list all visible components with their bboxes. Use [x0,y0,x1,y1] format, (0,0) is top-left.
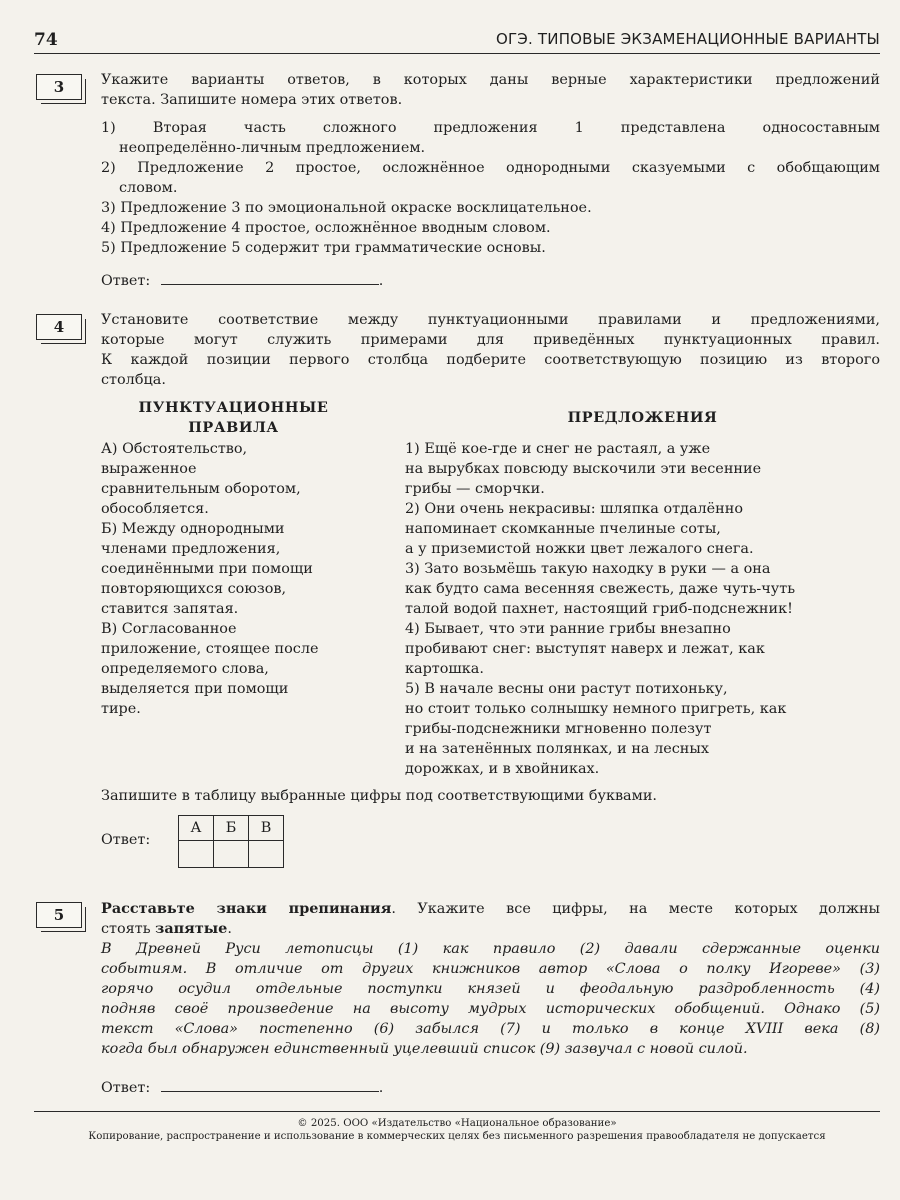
task3-option-2b: словом. [119,180,178,196]
header-divider [34,53,880,54]
footer-notice: Копирование, распространение и использование в коммерческих целях без письменного разрешения правообладателя не допускается [88,1131,826,1142]
task3-answer-label: Ответ: [101,273,151,289]
sentence-line: напоминает скомканные пчелиные соты, [405,521,721,537]
footer-divider [34,1111,880,1112]
answer-table-header-b: Б [214,816,249,841]
rule-line: тире. [101,701,141,717]
sentence-line: картошка. [405,661,484,677]
task5-text-line: когда был обнаружен единственный уцелевший список (9) зазвучал с новой силой. [101,1041,748,1057]
task5-text [101,939,880,1059]
footer-copyright: © 2025. ООО «Издательство «Национальное образование» [297,1118,617,1129]
task3-answer-row: Ответ: . [101,269,880,291]
task5-text-line: В Древней Руси летописцы (1) как правило (2) давали сдержанные оценки [101,941,880,957]
task5-answer-label: Ответ: [101,1080,151,1096]
task3-prompt-line1: Укажите варианты ответов, в которых даны верные характеристики предложений [101,72,880,88]
rules-column-heading: ПУНКТУАЦИОННЫЕ ПРАВИЛА [138,399,329,436]
task4-table-instruction: Запишите в таблицу выбранные цифры под соответствующими буквами. [101,788,657,804]
task3-option-4: 4) Предложение 4 простое, осложнённое вводным словом. [101,220,551,236]
task-number-3: 3 [36,74,82,100]
answer-table [178,815,284,868]
task4-answer-label: Ответ: [101,832,151,848]
sentence-line: 1) Ещё кое-где и снег не растаял, а уже [405,441,711,457]
answer-cell-b[interactable] [214,841,249,868]
sentences-column [405,439,880,779]
rule-line: Б) Между однородными [101,521,285,537]
task3-option-1b: неопределённо-личным предложением. [119,140,426,156]
task5-answer-field[interactable] [161,1076,379,1092]
task3-prompt-line2: текста. Запишите номера этих ответов. [101,92,403,108]
sentence-line: как будто сама весенняя свежесть, даже чуть-чуть [405,581,796,597]
sentence-line: талой водой пахнет, настоящий гриб-подснежник! [405,601,793,617]
task4-prompt-line1: Установите соответствие между пунктуационными правилами и предложениями, [101,312,880,328]
rule-line: повторяющихся союзов, [101,581,287,597]
rule-line: выделяется при помощи [101,681,289,697]
task5-answer-row: Ответ: . [101,1076,880,1098]
sentence-line: и на затенённых полянках, и на лесных [405,741,709,757]
rule-line: определяемого слова, [101,661,269,677]
running-title: ОГЭ. ТИПОВЫЕ ЭКЗАМЕНАЦИОННЫЕ ВАРИАНТЫ [495,30,880,48]
task5-prompt-line2: стоять запятые. [101,920,232,937]
task3-option-2a: 2) Предложение 2 простое, осложнённое однородными сказуемыми с обобщающим [101,160,880,176]
task3-block [101,70,880,291]
rule-line: приложение, стоящее после [101,641,319,657]
answer-table-header-a: А [179,816,214,841]
sentence-line: 3) Зато возьмёшь такую находку в руки — а она [405,561,771,577]
task-number-4: 4 [36,314,82,340]
page-number: 74 [34,30,58,50]
task3-answer-field[interactable] [161,269,379,285]
task5-block [101,899,880,1098]
sentence-line: 4) Бывает, что эти ранние грибы внезапно [405,621,731,637]
task4-prompt-line4: столбца. [101,372,166,388]
task5-text-line: горячо осудил отдельные поступки князей и феодальную раздробленность (4) [101,981,880,997]
rule-line: сравнительным оборотом, [101,481,301,497]
rule-line: обособляется. [101,501,209,517]
task3-option-1a: 1) Вторая часть сложного предложения 1 представлена односоставным [101,120,880,136]
rule-line: ставится запятая. [101,601,239,617]
rule-line: А) Обстоятельство, [101,441,248,457]
sentence-line: грибы — сморчки. [405,481,545,497]
rule-line: членами предложения, [101,541,281,557]
task-number-5: 5 [36,902,82,928]
task5-text-line: событиям. В отличие от других книжников автор «Слова о полку Игореве» (3) [101,961,880,977]
task4-prompt-line2: которые могут служить примерами для приведённых пунктуационных правил. [101,332,880,348]
rules-column [101,439,366,719]
sentence-line: на вырубках повсюду выскочили эти весенние [405,461,762,477]
task4-prompt-line3: К каждой позиции первого столбца подберите соответствующую позицию из второго [101,352,880,368]
task3-option-3: 3) Предложение 3 по эмоциональной окраске восклицательное. [101,200,592,216]
task4-prompt [101,310,880,390]
task3-option-5: 5) Предложение 5 содержит три грамматические основы. [101,240,546,256]
task5-prompt-line1: Расставьте знаки препинания. Укажите все цифры, на месте которых должны [101,900,880,917]
sentence-line: а у приземистой ножки цвет лежалого снега. [405,541,754,557]
answer-cell-v[interactable] [249,841,284,868]
sentence-line: 5) В начале весны они растут потихоньку, [405,681,728,697]
task5-text-line: текст «Слова» постепенно (6) забылся (7) и только в конце XVIII века (8) [101,1021,880,1037]
sentence-line: пробивают снег: выступят наверх и лежат, как [405,641,765,657]
sentence-line: грибы-подснежники мгновенно полезут [405,721,712,737]
sentence-line: 2) Они очень некрасивы: шляпка отдалённо [405,501,744,517]
sentence-line: но стоит только солнышку немного пригреть, как [405,701,787,717]
rule-line: соединёнными при помощи [101,561,313,577]
sentences-column-heading: ПРЕДЛОЖЕНИЯ [567,409,718,426]
rule-line: выраженное [101,461,197,477]
answer-table-header-v: В [249,816,284,841]
sentence-line: дорожках, и в хвойниках. [405,761,600,777]
rule-line: В) Согласованное [101,621,237,637]
task5-text-line: подняв своё произведение на высоту мудрых исторических обобщений. Однако (5) [101,1001,880,1017]
task5-prompt-bold: Расставьте знаки препинания [101,900,392,917]
answer-cell-a[interactable] [179,841,214,868]
